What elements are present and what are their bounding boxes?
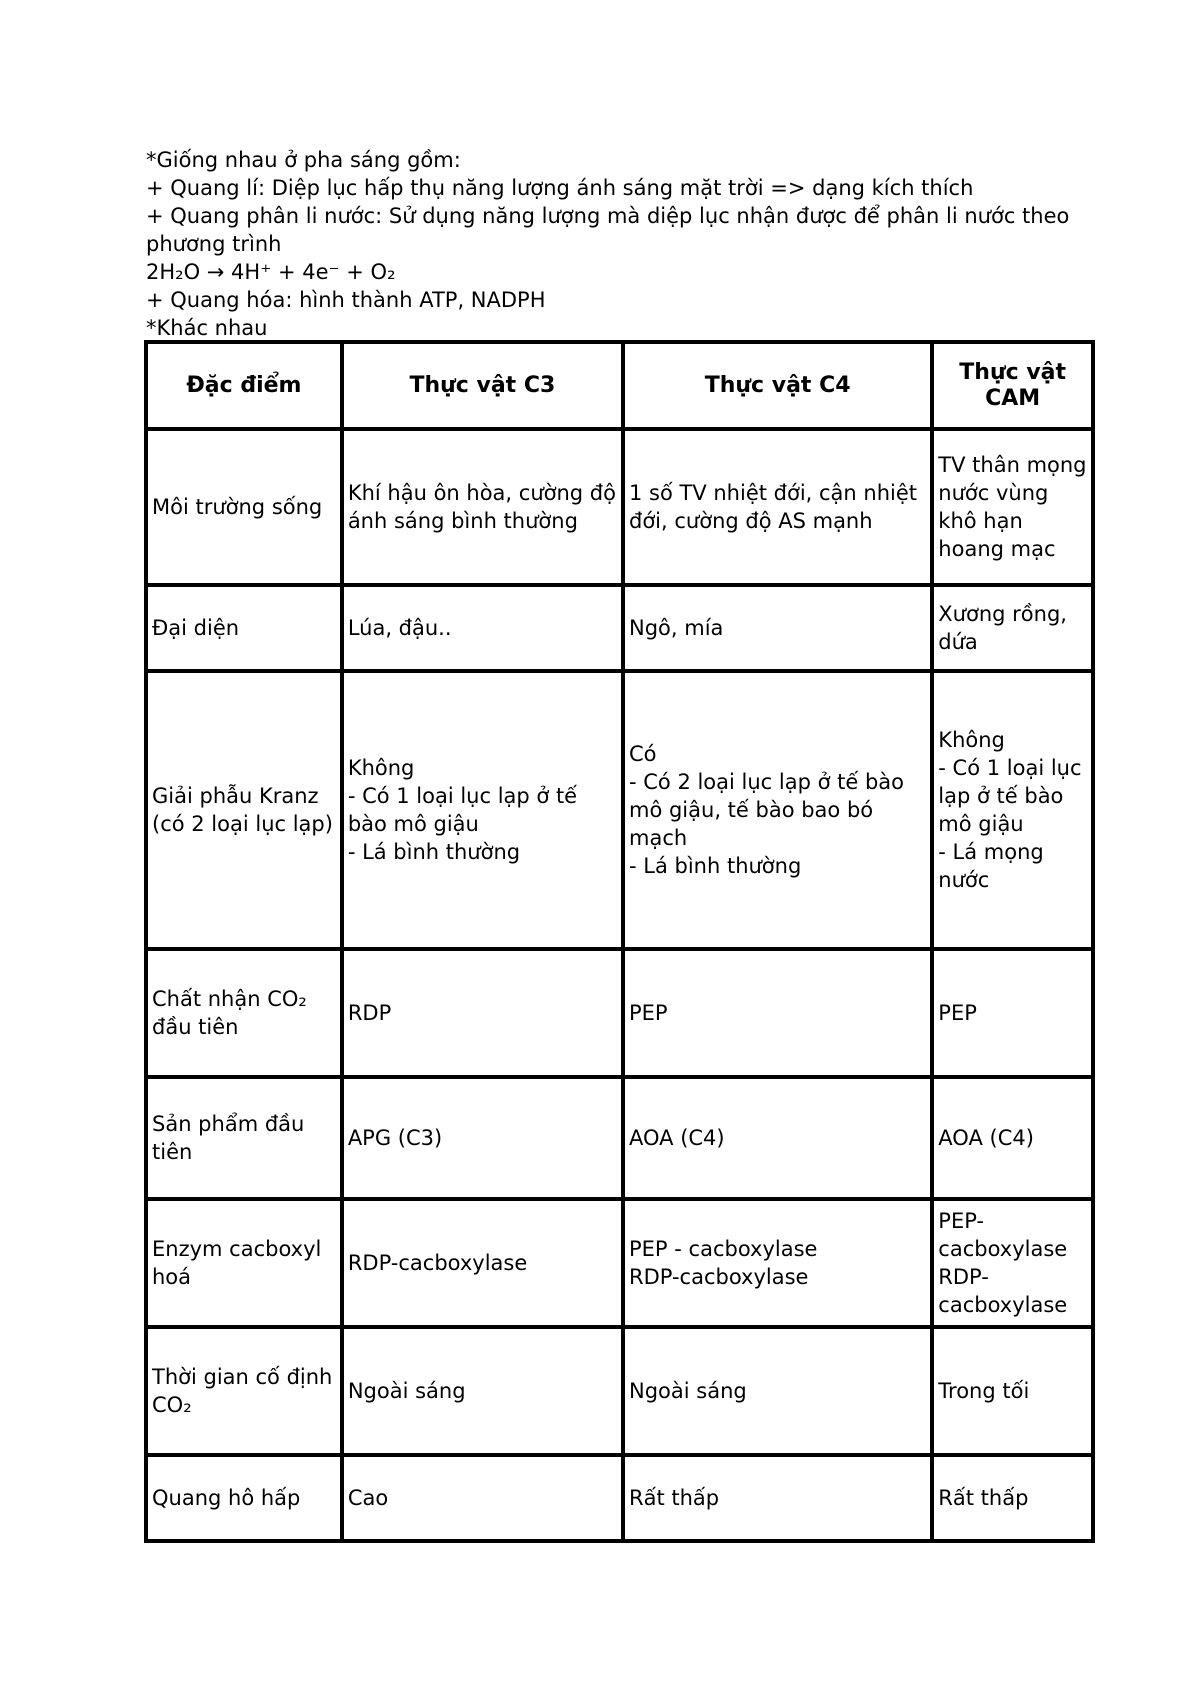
cell-line: APG (C3) bbox=[347, 1126, 443, 1150]
table-row bbox=[146, 1199, 1093, 1327]
cam-cell bbox=[932, 429, 1093, 585]
feature-cell: Môi trường sống bbox=[146, 429, 342, 585]
cell-line: Ngoài sáng bbox=[347, 1379, 466, 1403]
c4-cell bbox=[623, 1327, 932, 1455]
cell-line: TV thân mọng nước vùng khô hạn hoang mạc bbox=[938, 453, 1087, 561]
intro-text bbox=[146, 146, 1096, 342]
cell-line: Trong tối bbox=[938, 1379, 1030, 1403]
cell-line: - Lá mọng nước bbox=[938, 840, 1044, 892]
cell-line: Xương rồng, dứa bbox=[938, 602, 1067, 654]
cam-cell bbox=[932, 1199, 1093, 1327]
feature-cell: Quang hô hấp bbox=[146, 1455, 342, 1541]
cell-line: - Có 1 loại lục lạp ở tế bào mô giậu bbox=[938, 756, 1082, 836]
cell-line: Không bbox=[938, 728, 1005, 752]
c4-cell bbox=[623, 1199, 932, 1327]
cell-line: AOA (C4) bbox=[629, 1126, 725, 1150]
c4-cell bbox=[623, 429, 932, 585]
cell-line: - Lá bình thường bbox=[347, 840, 521, 864]
table-row bbox=[146, 949, 1093, 1077]
intro-line: *Giống nhau ở pha sáng gồm: bbox=[146, 148, 461, 172]
comparison-table bbox=[144, 340, 1095, 1543]
table-row bbox=[146, 1455, 1093, 1541]
cell-line: Ngô, mía bbox=[629, 616, 724, 640]
cam-cell bbox=[932, 1327, 1093, 1455]
table-row bbox=[146, 1327, 1093, 1455]
c3-cell bbox=[342, 429, 623, 585]
cell-line: - Có 2 loại lục lạp ở tế bào mô giậu, tế bào bao bó mạch bbox=[629, 770, 905, 850]
cell-line: Cao bbox=[347, 1486, 389, 1510]
header-c3: Thực vật C3 bbox=[342, 342, 623, 429]
table-header-row bbox=[146, 342, 1093, 429]
table-row bbox=[146, 1077, 1093, 1199]
cam-cell bbox=[932, 671, 1093, 949]
feature-cell: Enzym cacboxyl hoá bbox=[146, 1199, 342, 1327]
cell-line: AOA (C4) bbox=[938, 1126, 1034, 1150]
cell-line: 1 số TV nhiệt đới, cận nhiệt đới, cường độ AS mạnh bbox=[629, 481, 918, 533]
cell-line: Có bbox=[629, 742, 657, 766]
cam-cell bbox=[932, 585, 1093, 671]
intro-line: + Quang phân li nước: Sử dụng năng lượng mà diệp lục nhận được để phân li nước theo phương trình bbox=[146, 204, 1077, 256]
c4-cell bbox=[623, 1455, 932, 1541]
cell-line: PEP - cacboxylase bbox=[629, 1237, 818, 1261]
cell-line: Rất thấp bbox=[629, 1486, 720, 1510]
cam-cell bbox=[932, 1077, 1093, 1199]
c3-cell bbox=[342, 1199, 623, 1327]
cam-cell bbox=[932, 949, 1093, 1077]
intro-line: 2H₂O → 4H⁺ + 4e⁻ + O₂ bbox=[146, 260, 396, 284]
feature-cell: Chất nhận CO₂ đầu tiên bbox=[146, 949, 342, 1077]
c3-cell bbox=[342, 585, 623, 671]
cell-line: Lúa, đậu.. bbox=[347, 616, 452, 640]
table-row bbox=[146, 671, 1093, 949]
cell-line: RDP-cacboxylase bbox=[629, 1265, 809, 1289]
intro-line: + Quang hóa: hình thành ATP, NADPH bbox=[146, 288, 546, 312]
table-body bbox=[146, 429, 1093, 1541]
feature-cell: Giải phẫu Kranz (có 2 loại lục lạp) bbox=[146, 671, 342, 949]
cell-line: PEP-cacboxylase bbox=[938, 1209, 1068, 1261]
cell-line: - Lá bình thường bbox=[629, 854, 802, 878]
c3-cell bbox=[342, 1455, 623, 1541]
cell-line: PEP bbox=[629, 1001, 668, 1025]
c3-cell bbox=[342, 1077, 623, 1199]
header-cam: Thực vật CAM bbox=[932, 342, 1093, 429]
intro-line: *Khác nhau bbox=[146, 316, 268, 340]
table-row bbox=[146, 429, 1093, 585]
intro-line: + Quang lí: Diệp lục hấp thụ năng lượng ánh sáng mặt trời => dạng kích thích bbox=[146, 176, 974, 200]
cell-line: Khí hậu ôn hòa, cường độ ánh sáng bình thường bbox=[347, 481, 616, 533]
cell-line: Không bbox=[347, 756, 415, 780]
cell-line: - Có 1 loại lục lạp ở tế bào mô giậu bbox=[347, 784, 578, 836]
c3-cell bbox=[342, 949, 623, 1077]
cell-line: PEP bbox=[938, 1001, 977, 1025]
cell-line: Rất thấp bbox=[938, 1486, 1029, 1510]
c3-cell bbox=[342, 1327, 623, 1455]
c3-cell bbox=[342, 671, 623, 949]
feature-cell: Thời gian cố định CO₂ bbox=[146, 1327, 342, 1455]
c4-cell bbox=[623, 949, 932, 1077]
c4-cell bbox=[623, 671, 932, 949]
header-feature: Đặc điểm bbox=[146, 342, 342, 429]
c4-cell bbox=[623, 585, 932, 671]
header-c4: Thực vật C4 bbox=[623, 342, 932, 429]
cell-line: RDP bbox=[347, 1001, 392, 1025]
c4-cell bbox=[623, 1077, 932, 1199]
cell-line: RDP-cacboxylase bbox=[347, 1251, 528, 1275]
table-row bbox=[146, 585, 1093, 671]
cell-line: RDP-cacboxylase bbox=[938, 1265, 1068, 1317]
feature-cell: Sản phẩm đầu tiên bbox=[146, 1077, 342, 1199]
cell-line: Ngoài sáng bbox=[629, 1379, 747, 1403]
feature-cell: Đại diện bbox=[146, 585, 342, 671]
cam-cell bbox=[932, 1455, 1093, 1541]
